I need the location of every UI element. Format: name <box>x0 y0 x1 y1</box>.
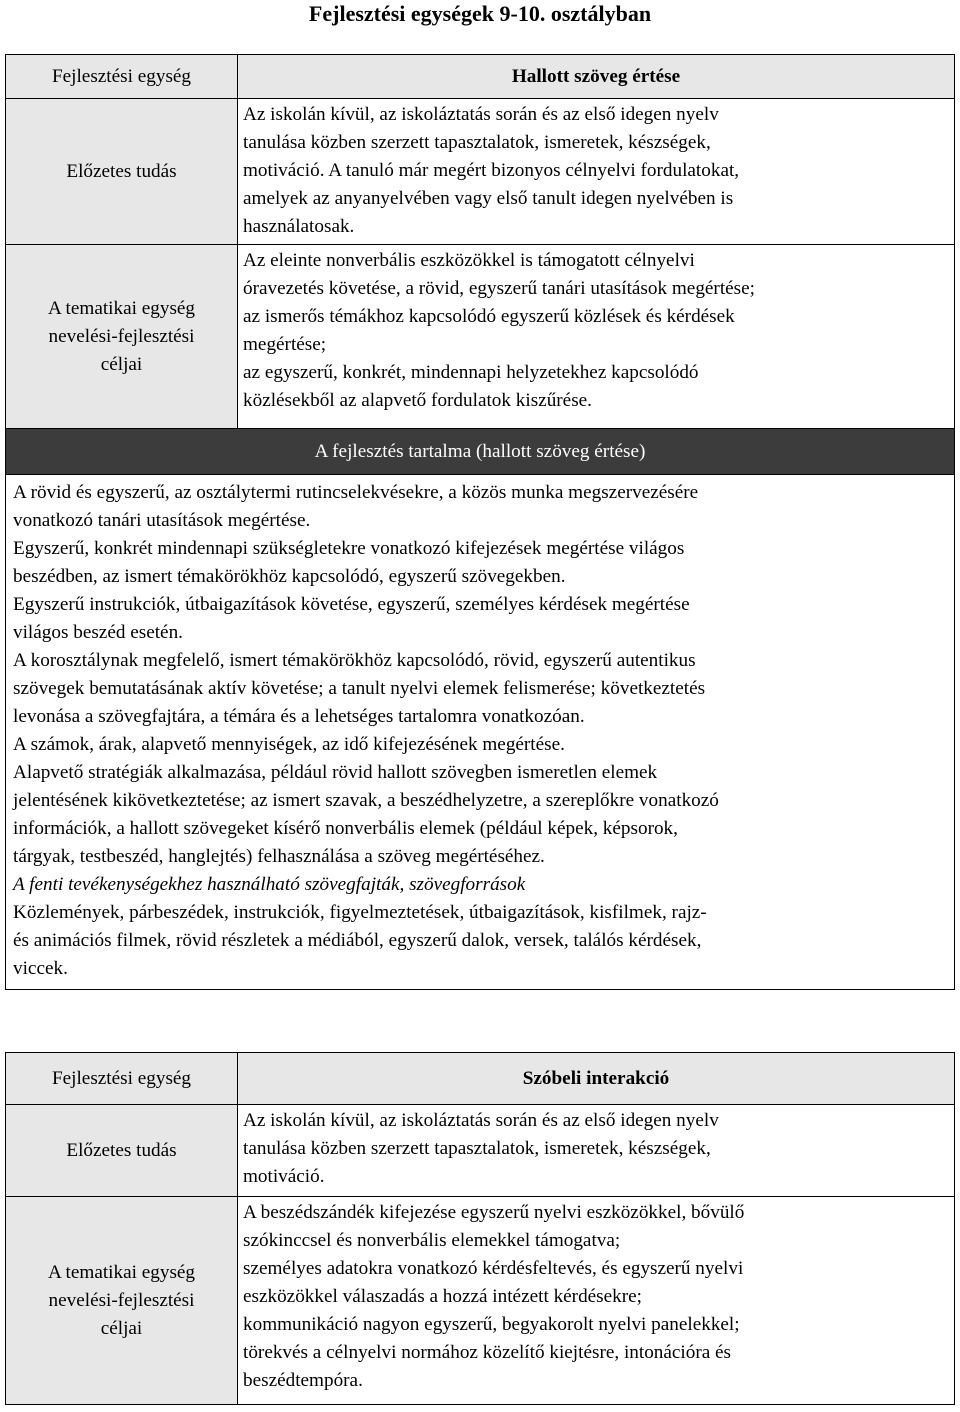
text-line: tanulása közben szerzett tapasztalatok, ismeretek, készségek, <box>243 132 711 153</box>
goals-label-line: céljai <box>100 1317 143 1339</box>
text-line: motiváció. A tanuló már megért bizonyos célnyelvi fordulatokat, <box>243 160 740 181</box>
goals-label-line: nevelési-fejlesztési <box>48 1289 195 1311</box>
unit-row <box>6 1053 955 1105</box>
text-line: levonása a szövegfajtára, a témára és a lehetséges tartalomra vonatkozóan. <box>13 706 585 727</box>
text-line: viccek. <box>13 958 68 979</box>
goals-row <box>6 245 955 429</box>
goals-label <box>6 245 238 429</box>
text-line: személyes adatokra vonatkozó kérdésfeltevés, és egyszerű nyelvi <box>243 1258 744 1279</box>
content-heading-row <box>6 429 955 475</box>
text-line: az egyszerű, konkrét, mindennapi helyzetekhez kapcsolódó <box>243 362 699 383</box>
goals-text <box>238 1197 955 1405</box>
text-line: közlésekből az alapvető fordulatok kiszűrése. <box>243 390 592 411</box>
content-text <box>6 475 955 990</box>
page-title: Fejlesztési egységek 9-10. osztályban <box>308 1 652 26</box>
goals-text <box>238 245 955 429</box>
text-line: beszédben, az ismert témakörökhöz kapcsolódó, egyszerű szövegekben. <box>13 566 566 587</box>
prior-knowledge-label: Előzetes tudás <box>6 99 238 245</box>
text-line: törekvés a célnyelvi normához közelítő kiejtésre, intonációra és <box>243 1342 732 1363</box>
text-line: Közlemények, párbeszédek, instrukciók, figyelmeztetések, útbaigazítások, kisfilmek, rajz- <box>13 902 707 923</box>
text-line: jelentésének kikövetkeztetése; az ismert szavak, a beszédhelyzetre, a szereplőkre vonatkozó <box>13 790 719 811</box>
text-line: Az eleinte nonverbális eszközökkel is támogatott célnyelvi <box>243 250 695 271</box>
text-line: szókinccsel és nonverbális elemekkel támogatva; <box>243 1230 621 1251</box>
goals-label-line: A tematikai egység <box>47 1261 196 1283</box>
text-line: A korosztálynak megfelelő, ismert témakörökhöz kapcsolódó, rövid, egyszerű autentikus <box>13 650 696 671</box>
text-line: információk, a hallott szövegeket kísérő nonverbális elemek (például képek, képsorok, <box>13 818 678 839</box>
content-row <box>6 475 955 990</box>
sources-heading: A fenti tevékenységekhez használható szövegfajták, szövegforrások <box>13 874 526 895</box>
text-line: megértése; <box>243 334 327 355</box>
prior-knowledge-row <box>6 99 955 245</box>
prior-knowledge-label: Előzetes tudás <box>6 1105 238 1197</box>
development-unit-table-interaction <box>5 1052 955 1405</box>
text-line: tárgyak, testbeszéd, hanglejtés) felhasználása a szöveg megértéséhez. <box>13 846 545 867</box>
unit-label: Fejlesztési egység <box>6 1053 238 1105</box>
text-line: eszközökkel válaszadás a hozzá intézett kérdésekre; <box>243 1286 642 1307</box>
goals-label-line: céljai <box>100 353 143 375</box>
text-line: motiváció. <box>243 1166 325 1187</box>
development-unit-table-listening <box>5 54 955 990</box>
content-heading: A fejlesztés tartalma (hallott szöveg értése) <box>6 429 955 475</box>
unit-name: Hallott szöveg értése <box>238 55 955 99</box>
text-line: óravezetés követése, a rövid, egyszerű tanári utasítások megértése; <box>243 278 755 299</box>
text-line: amelyek az anyanyelvében vagy első tanult idegen nyelvében is <box>243 188 734 209</box>
text-line: Egyszerű, konkrét mindennapi szükségletekre vonatkozó kifejezések megértése világos <box>13 538 685 559</box>
prior-knowledge-text <box>238 1105 955 1197</box>
text-line: A számok, árak, alapvető mennyiségek, az idő kifejezésének megértése. <box>13 734 565 755</box>
text-line: szövegek bemutatásának aktív követése; a tanult nyelvi elemek felismerése; következtetés <box>13 678 706 699</box>
unit-row <box>6 55 955 99</box>
text-line: Egyszerű instrukciók, útbaigazítások követése, egyszerű, személyes kérdések megértése <box>13 594 690 615</box>
prior-knowledge-text <box>238 99 955 245</box>
text-line: Alapvető stratégiák alkalmazása, például rövid hallott szövegben ismeretlen elemek <box>13 762 658 783</box>
text-line: beszédtempóra. <box>243 1370 363 1391</box>
goals-label-line: nevelési-fejlesztési <box>48 325 195 347</box>
goals-row <box>6 1197 955 1405</box>
text-line: kommunikáció nagyon egyszerű, begyakorolt nyelvi panelekkel; <box>243 1314 740 1335</box>
text-line: Az iskolán kívül, az iskoláztatás során és az első idegen nyelv <box>243 104 719 125</box>
text-line: az ismerős témákhoz kapcsolódó egyszerű közlések és kérdések <box>243 306 735 327</box>
text-line: A rövid és egyszerű, az osztálytermi rutincselekvésekre, a közös munka megszervezésére <box>13 482 699 503</box>
goals-label <box>6 1197 238 1405</box>
text-line: használatosak. <box>243 216 355 237</box>
text-line: és animációs filmek, rövid részletek a médiából, egyszerű dalok, versek, találós kérdések, <box>13 930 702 951</box>
text-line: világos beszéd esetén. <box>13 622 183 643</box>
text-line: Az iskolán kívül, az iskoláztatás során és az első idegen nyelv <box>243 1110 719 1131</box>
goals-label-line: A tematikai egység <box>47 297 196 319</box>
text-line: tanulása közben szerzett tapasztalatok, ismeretek, készségek, <box>243 1138 711 1159</box>
unit-name: Szóbeli interakció <box>238 1053 955 1105</box>
text-line: vonatkozó tanári utasítások megértése. <box>13 510 311 531</box>
text-line: A beszédszándék kifejezése egyszerű nyelvi eszközökkel, bővülő <box>243 1202 745 1223</box>
prior-knowledge-row <box>6 1105 955 1197</box>
unit-label: Fejlesztési egység <box>6 55 238 99</box>
